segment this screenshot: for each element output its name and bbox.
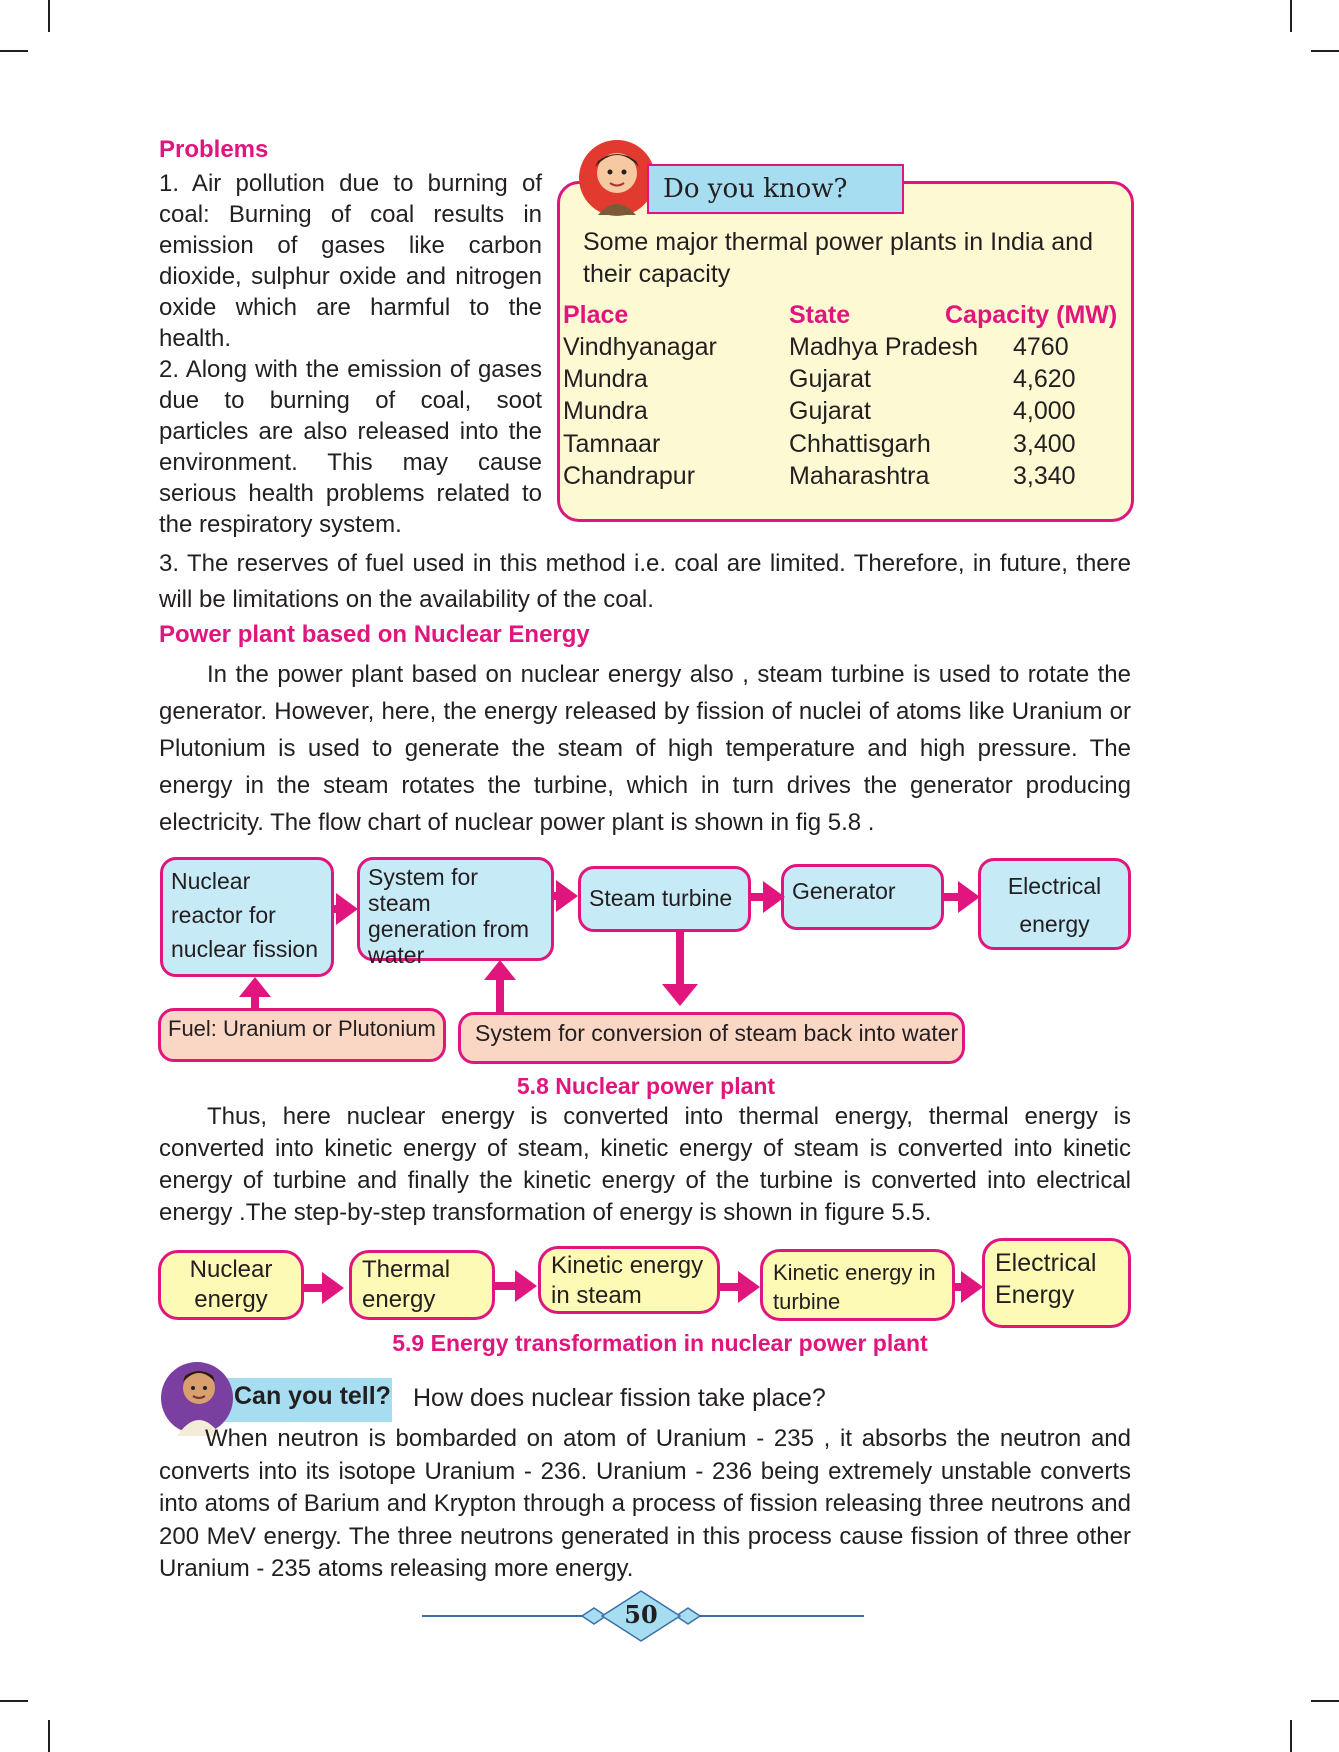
problem-2: 2. Along with the emission of gases due to burning of coal, soot particles are also released into the environment. This may cause serious health problems related to the respiratory system. [159, 356, 542, 538]
arrow-right-icon [556, 880, 578, 912]
energy-box-label: Electrical Energy [995, 1249, 1097, 1309]
table-cell-capacity: 3,340 [1013, 462, 1076, 490]
thus-paragraph: Thus, here nuclear energy is converted into thermal energy, thermal energy is converted into kinetic energy of steam, kinetic energy of steam is converted into kinetic energy of turbine and finally the kinetic energy of the turbine is converted into electrical energy .The step-by-step transformation of energy is shown in figure 5.5. [159, 1103, 1131, 1226]
fission-answer: When neutron is bombarded on atom of Uranium - 235 , it absorbs the neutron and converts into its isotope Uranium - 236. Uranium - 236 being extremely unstable converts into atoms of Barium and Krypton through a process of fission releasing three neutrons and 200 MeV energy. The three neutrons generated in this process cause fission of three other Uranium - 235 atoms releasing more energy. [159, 1425, 1131, 1582]
energy-box-label: Kinetic energy in turbine [773, 1260, 936, 1314]
crop-mark [0, 1700, 28, 1702]
arrow-right-icon [961, 1271, 983, 1303]
table-cell-capacity: 4,000 [1013, 397, 1076, 425]
can-you-tell-question: How does nuclear fission take place? [413, 1384, 826, 1412]
problem-1: 1. Air pollution due to burning of coal: Burning of coal results in emission of gases like carbon dioxide, sulphur oxide and nitrogen oxide which are harmful to the health. [159, 170, 542, 352]
nuclear-paragraph: In the power plant based on nuclear energy also , steam turbine is used to rotate the generator. However, here, the energy released by fission of nuclei of atoms like Uranium or Plutonium is used to generate the steam of high temperature and high pressure. The energy in the steam rotates the turbine, which in turn drives the generator producing electricity. The flow chart of nuclear power plant is shown in fig 5.8 . [159, 661, 1131, 836]
arrow-shaft [676, 932, 684, 986]
table-cell-state: Madhya Pradesh [789, 333, 979, 361]
do-you-know-tab: Do you know? [647, 164, 904, 214]
arrow-shaft [304, 1284, 324, 1292]
table-cell-place: Vindhyanagar [563, 333, 717, 361]
crop-mark [48, 0, 50, 32]
arrow-right-icon [763, 881, 785, 913]
flow-box-nuclear-reactor [160, 857, 334, 977]
flow-box-label: Electrical energy [1007, 873, 1102, 937]
flow-box-steam-turbine [578, 866, 751, 932]
table-cell-state: Chhattisgarh [789, 430, 931, 458]
table-header-place: Place [563, 301, 629, 329]
table-header-capacity: Capacity (MW) [945, 301, 1118, 329]
table-header-state: State [789, 301, 851, 329]
do-you-know-intro: Some major thermal power plants in India and their capacity [583, 228, 1093, 288]
arrow-right-icon [515, 1270, 537, 1302]
can-you-tell-label: Can you tell? [234, 1382, 391, 1410]
nuclear-heading: Power plant based on Nuclear Energy [159, 621, 590, 648]
arrow-up-icon [484, 960, 516, 980]
arrow-shaft [720, 1283, 740, 1291]
figure-caption: 5.9 Energy transformation in nuclear power plant [392, 1330, 928, 1356]
problems-heading: Problems [159, 136, 269, 163]
table-cell-capacity: 4,620 [1013, 365, 1076, 393]
energy-box-kinetic-turbine [760, 1249, 955, 1321]
figure-caption: 5.8 Nuclear power plant [516, 1073, 776, 1099]
energy-box-label: Nuclear energy [189, 1256, 273, 1313]
arrow-shaft [495, 1282, 517, 1290]
energy-box-electrical [982, 1238, 1131, 1328]
crop-mark [0, 50, 28, 52]
energy-box-label: Kinetic energy in steam [551, 1252, 704, 1309]
girl-thinking-icon [578, 137, 656, 219]
flow-box-label: Steam turbine [589, 885, 733, 911]
energy-box-label: Thermal energy [362, 1256, 451, 1313]
flow-box-label: Generator [792, 878, 896, 904]
table-cell-place: Mundra [563, 365, 648, 393]
page-number: 50 [624, 1600, 658, 1629]
flow-box-label: Nuclear reactor for nuclear fission [171, 868, 319, 962]
conversion-box: System for conversion of steam back into water [458, 1012, 965, 1064]
crop-mark [1311, 1700, 1339, 1702]
crop-mark [1290, 1720, 1292, 1752]
table-cell-state: Gujarat [789, 365, 871, 393]
energy-box-thermal [349, 1250, 495, 1320]
arrow-shaft [251, 996, 259, 1008]
table-cell-place: Chandrapur [563, 462, 696, 490]
table-cell-capacity: 4760 [1013, 333, 1069, 361]
crop-mark [48, 1720, 50, 1752]
crop-mark [1290, 0, 1292, 32]
arrow-shaft [496, 979, 504, 1012]
arrow-down-icon [662, 984, 698, 1006]
table-cell-place: Mundra [563, 397, 648, 425]
flow-box-electrical-energy [978, 858, 1131, 950]
table-cell-place: Tamnaar [563, 430, 661, 458]
table-cell-state: Maharashtra [789, 462, 930, 490]
arrow-right-icon [336, 893, 358, 925]
crop-mark [1311, 50, 1339, 52]
fuel-box: Fuel: Uranium or Plutonium [158, 1008, 446, 1062]
table-cell-capacity: 3,400 [1013, 430, 1076, 458]
problem-3: 3. The reserves of fuel used in this method i.e. coal are limited. Therefore, in future, there will be limitations on the availability of the coal. [159, 550, 1131, 613]
arrow-up-icon [239, 977, 271, 997]
flow-box-steam-generation [357, 857, 554, 968]
flow-box-label: System for steam generation from water [368, 864, 530, 968]
energy-box-nuclear [158, 1250, 304, 1320]
arrow-right-icon [738, 1271, 760, 1303]
energy-box-kinetic-steam [538, 1246, 720, 1314]
arrow-right-icon [958, 881, 980, 913]
arrow-right-icon [322, 1272, 344, 1304]
table-cell-state: Gujarat [789, 397, 871, 425]
flow-box-generator [781, 864, 944, 930]
